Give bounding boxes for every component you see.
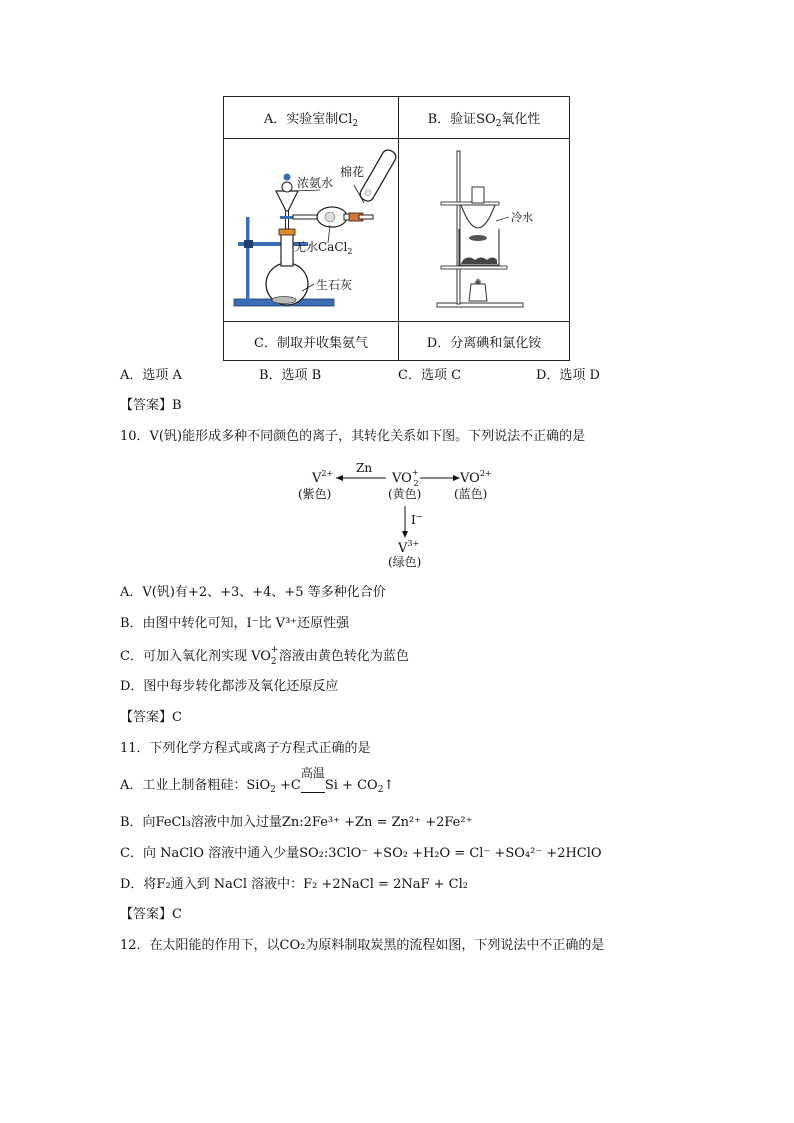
- v2-color: (紫色): [298, 487, 332, 501]
- cell-c-caption: C．制取并收集氨气: [224, 322, 399, 361]
- vo-color: (蓝色): [454, 487, 488, 501]
- sublimation-apparatus-figure: [399, 139, 569, 317]
- apparatus-d-cell: [399, 139, 570, 322]
- cell-a-title: A．实验室制$Cl_2$: [224, 97, 399, 139]
- vo-ion: $VO^{2+}$: [460, 469, 492, 486]
- options-table: [223, 96, 570, 361]
- q11-stem: 11．下列化学方程式或离子方程式正确的是: [120, 741, 371, 756]
- cell-b-title: B．验证$SO_2$氧化性: [399, 97, 570, 139]
- q10-stem: 10．V(钒)能形成多种不同颜色的离子，其转化关系如下图。下列说法不正确的是: [120, 429, 586, 444]
- q11-answer: 【答案】C: [120, 907, 182, 922]
- label-conc-ammonia: 浓氨水: [297, 176, 334, 190]
- q9-option-b: B．选项 B: [259, 368, 322, 383]
- q10-option-a: A．V(钒)有+2、+3、+4、+5 等多种化合价: [120, 585, 386, 600]
- ammonia-apparatus-figure: [224, 139, 398, 317]
- v2-ion: $V^{2+}$: [312, 469, 334, 486]
- q9-option-c: C．选项 C: [398, 368, 462, 383]
- q9-option-d: D．选项 D: [536, 368, 600, 383]
- vo2-color: (黄色): [388, 487, 422, 501]
- v3-ion: $V^{3+}$: [398, 539, 420, 556]
- label-anhydrous-cacl2: 无水CaCl$_2$: [294, 240, 353, 256]
- q11-option-a: A．工业上制备粗硅：SiO$_2$ +C 高温 $Si + CO_2↑$: [120, 766, 395, 795]
- cell-d-caption: D．分离碘和氯化铵: [399, 322, 570, 361]
- q11-option-d: D．将F₂通入到 NaCl 溶液中：F₂ +2NaCl = 2NaF + Cl₂: [120, 877, 468, 892]
- q11-option-c: C．向 NaClO 溶液中通入少量SO₂:3ClO⁻ +SO₂ +H₂O = Cl⁻ +SO₄²⁻ +2HClO: [120, 846, 602, 861]
- label-quicklime: 生石灰: [316, 278, 353, 292]
- label-cold-water: 冷水: [511, 211, 533, 224]
- q10-option-c: C．可加入氧化剂实现 VO + 2 溶液由黄色转化为蓝色: [120, 645, 409, 667]
- label-cotton: 棉花: [340, 165, 365, 179]
- apparatus-c-cell: [224, 139, 399, 322]
- q9-answer: 【答案】B: [120, 398, 182, 413]
- q11-option-b: B．向FeCl₃溶液中加入过量Zn:2Fe³⁺ +Zn = Zn²⁺ +2Fe²⁺: [120, 815, 473, 830]
- zn-reagent: Zn: [356, 461, 373, 475]
- iodide-reagent: I−: [411, 512, 423, 527]
- q9-option-a: A．选项 A: [120, 368, 182, 383]
- vanadium-conversion-diagram: [288, 458, 508, 573]
- vo2-ion: VO+ 2: [392, 468, 419, 488]
- q10-option-d: D．图中每步转化都涉及氧化还原反应: [120, 679, 339, 694]
- q10-option-b: B．由图中转化可知，I⁻比 V³⁺还原性强: [120, 616, 350, 631]
- q12-stem: 12．在太阳能的作用下，以CO₂为原料制取炭黑的流程如图，下列说法中不正确的是: [120, 938, 605, 953]
- q10-answer: 【答案】C: [120, 710, 182, 725]
- v3-color: (绿色): [388, 555, 422, 569]
